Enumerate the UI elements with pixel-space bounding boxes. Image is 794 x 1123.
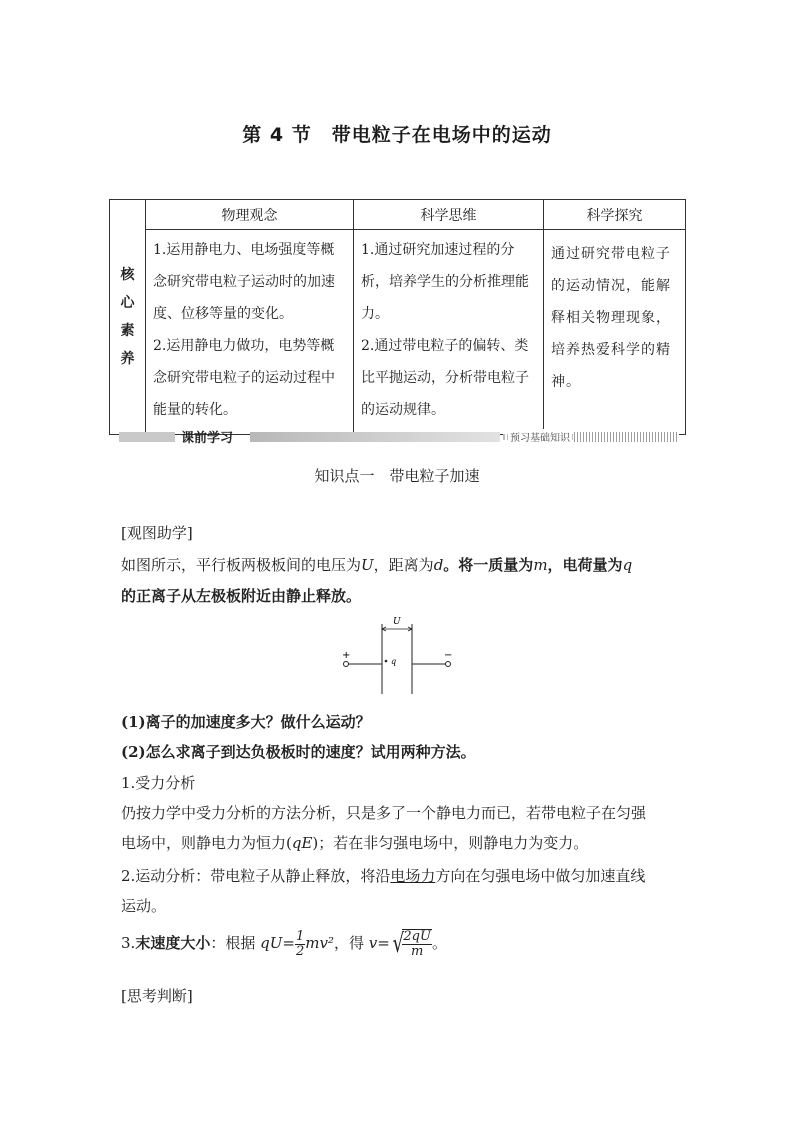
section1-heading: 1.受力分析 xyxy=(121,774,196,792)
row-label-core-literacy xyxy=(110,200,146,435)
section3-line xyxy=(121,929,686,959)
underlined-term: 电场力 xyxy=(390,867,436,885)
page-title: 第 4 节 带电粒子在电场中的运动 xyxy=(242,124,552,146)
observe-paragraph-line1 xyxy=(121,554,686,575)
banner-bar-middle xyxy=(250,432,500,442)
right-terminal xyxy=(446,662,451,667)
text-span: 如图所示，平行板两极板间的电压为 xyxy=(121,556,362,574)
eq-left: qU xyxy=(260,934,283,952)
left-terminal xyxy=(344,662,349,667)
banner-bar-right xyxy=(574,432,679,442)
parallel-plate-diagram xyxy=(330,612,460,702)
banner-right-label: 预习基础知识 xyxy=(508,429,572,444)
cell-item: 1.通过研究加速过程的分析，培养学生的分析推理能力。 xyxy=(361,242,529,322)
minus-sign: − xyxy=(444,650,453,661)
row-label-char: 养 xyxy=(120,351,135,367)
row-label-char: 心 xyxy=(120,295,135,311)
cell-scientific-thinking xyxy=(354,230,544,435)
text-span: ，得 xyxy=(333,934,364,952)
v-equals: v= xyxy=(368,934,390,952)
frac-den: m xyxy=(410,944,424,959)
think-tag: [思考判断] xyxy=(121,987,193,1005)
mv-squared: mv² xyxy=(305,934,334,952)
bold-label: 末速度大小 xyxy=(135,934,211,952)
text-span-bold: 。将一质量为 xyxy=(443,556,534,574)
frac-den: 2 xyxy=(295,943,305,959)
knowledge-point-title: 知识点一 带电粒子加速 xyxy=(314,467,480,485)
section2-line2: 运动。 xyxy=(121,897,167,915)
text-span: )；若在非匀强电场中，则静电力为变力。 xyxy=(312,834,589,852)
cell-physics-concept xyxy=(146,230,354,435)
header-physics-concept: 物理观念 xyxy=(146,200,354,230)
question-1: (1)离子的加速度多大？做什么运动？ xyxy=(121,713,371,731)
observe-paragraph-line2: 的正离子从左极板附近由静止释放。 xyxy=(121,587,362,605)
text-span: 3. xyxy=(121,934,136,952)
frac-num: 2qU xyxy=(403,929,431,944)
text-span: ，距离为 xyxy=(373,556,434,574)
question-2: (2)怎么求离子到达负极板时的速度？试用两种方法。 xyxy=(121,743,476,761)
text-span: ：根据 xyxy=(210,934,256,952)
cell-scientific-inquiry xyxy=(544,230,686,435)
text-span: 。 xyxy=(431,934,447,952)
cell-item: 2.通过带电粒子的偏转、类比平抛运动，分析带电粒子的运动规律。 xyxy=(361,338,529,418)
cell-item: 通过研究带电粒子的运动情况，能解释相关物理现象，培养热爱科学的精神。 xyxy=(551,246,671,390)
var-q: q xyxy=(622,556,633,574)
section1-line2 xyxy=(121,832,686,853)
observe-tag: [观图助学] xyxy=(121,524,193,542)
plus-sign: + xyxy=(342,650,351,661)
row-label-char: 核 xyxy=(120,267,135,283)
ion-dot xyxy=(385,660,388,663)
eq-equals: = xyxy=(282,934,295,952)
fraction-one-half xyxy=(295,930,305,959)
label-u: U xyxy=(393,617,401,627)
var-qe: qE xyxy=(291,834,313,852)
text-span: 电场中，则静电力为恒力( xyxy=(121,834,292,852)
var-m: m xyxy=(533,556,548,574)
core-literacy-table xyxy=(109,199,686,435)
var-d: d xyxy=(433,556,444,574)
section1-line1: 仍按力学中受力分析的方法分析，只是多了一个静电力而已，若带电粒子在匀强 xyxy=(121,804,647,822)
row-label-char: 素 xyxy=(120,323,135,339)
var-u: U xyxy=(361,556,374,574)
text-span: 2.运动分析：带电粒子从静止释放，将沿 xyxy=(121,867,391,885)
header-scientific-thinking: 科学思维 xyxy=(354,200,544,230)
frac-num: 1 xyxy=(295,928,305,944)
cell-item: 2.运用静电力做功，电势等概念研究带电粒子的运动过程中能量的转化。 xyxy=(153,338,335,418)
section2-line1 xyxy=(121,865,686,886)
header-scientific-inquiry: 科学探究 xyxy=(544,200,686,230)
banner-bar-left xyxy=(119,432,175,442)
cell-item: 1.运用静电力、电场强度等概念研究带电粒子运动时的加速度、位移等量的变化。 xyxy=(153,242,335,322)
fraction-2qu-m xyxy=(402,929,432,959)
text-span-bold: ，电荷量为 xyxy=(547,556,623,574)
sqrt-sign: √ xyxy=(392,929,404,959)
banner-label: 课前学习 xyxy=(181,431,234,446)
label-q: q xyxy=(391,657,397,666)
section-banner xyxy=(119,429,679,445)
text-span: 方向在匀强电场中做匀加速直线 xyxy=(435,867,646,885)
